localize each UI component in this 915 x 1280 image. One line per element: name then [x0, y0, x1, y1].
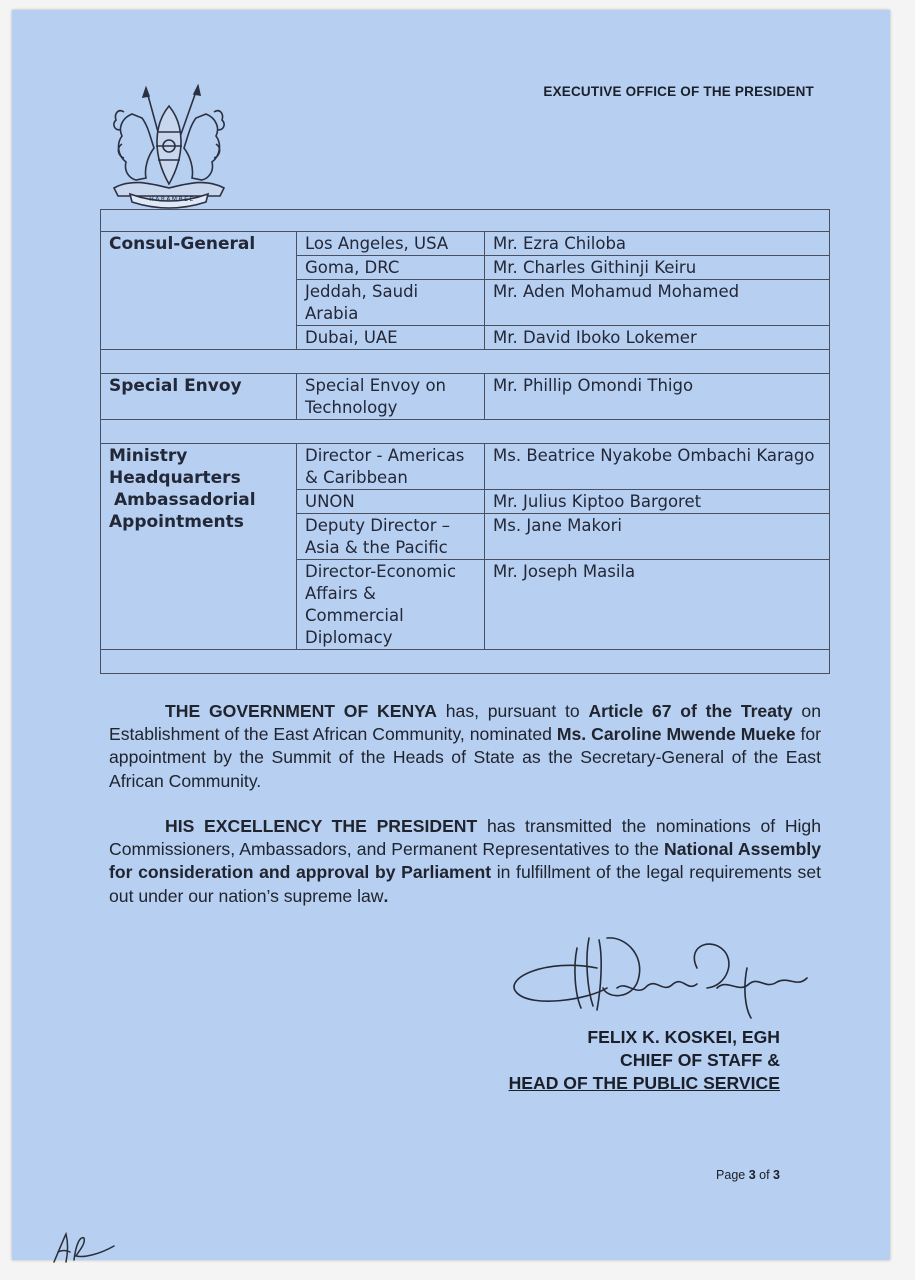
location-cell: UNON — [297, 490, 485, 514]
page-current: 3 — [748, 1168, 756, 1182]
category-line: Appointments — [109, 512, 244, 532]
location-cell: Special Envoy on Technology — [297, 374, 485, 420]
office-header: EXECUTIVE OFFICE OF THE PRESIDENT — [543, 84, 814, 99]
location-cell: Deputy Director – Asia & the Pacific — [297, 514, 485, 560]
location-cell: Director - Americas & Caribbean — [297, 444, 485, 490]
location-cell: Director-Economic Affairs & Commercial Diplomacy — [297, 560, 485, 650]
name-cell: Mr. Julius Kiptoo Bargoret — [485, 490, 830, 514]
category-line: Ministry — [109, 446, 188, 466]
spacer-cell — [101, 650, 830, 674]
name-cell: Ms. Beatrice Nyakobe Ombachi Karago — [485, 444, 830, 490]
page-word: Page — [716, 1168, 749, 1182]
spacer-cell — [101, 350, 830, 374]
body-text: has transmitted the nominations of High Commissioners, Ambassadors, and Permanent Representatives to the — [109, 816, 821, 860]
name-cell: Mr. David Iboko Lokemer — [485, 326, 830, 350]
kenya-coat-of-arms-icon — [102, 84, 234, 212]
location-cell: Jeddah, Saudi Arabia — [297, 280, 485, 326]
category-cell: Consul-General — [101, 232, 297, 350]
bold-text: . — [383, 885, 389, 906]
table-row — [101, 374, 830, 420]
table-spacer-row — [101, 650, 830, 674]
category-cell: Special Envoy — [101, 374, 297, 420]
category-cell — [101, 444, 297, 650]
page-total: 3 — [773, 1168, 780, 1182]
table-spacer-row — [101, 350, 830, 374]
table-row — [101, 232, 830, 256]
paragraph-transmission — [109, 815, 821, 908]
name-cell: Mr. Phillip Omondi Thigo — [485, 374, 830, 420]
appointments-table — [100, 209, 830, 674]
table-row — [101, 444, 830, 490]
body-text: on Establishment of the East African Community, nominated — [109, 701, 821, 745]
signatory-name: FELIX K. KOSKEI, EGH — [587, 1027, 780, 1047]
page-of: of — [755, 1168, 774, 1182]
paragraph-eac-nomination — [109, 700, 821, 793]
body-text: has, pursuant to — [436, 701, 589, 721]
location-cell: Goma, DRC — [297, 256, 485, 280]
table-spacer-row — [101, 210, 830, 232]
bold-text: National Assembly for consideration and approval by Parliament — [109, 839, 821, 883]
bold-text: THE GOVERNMENT OF KENYA — [165, 701, 437, 721]
page-number — [716, 1168, 780, 1182]
signatory-title: CHIEF OF STAFF & — [620, 1050, 780, 1070]
handwritten-signature — [507, 928, 827, 1038]
bold-text: Article 67 of the Treaty — [588, 701, 793, 721]
location-cell: Dubai, UAE — [297, 326, 485, 350]
location-cell: Los Angeles, USA — [297, 232, 485, 256]
spacer-cell — [101, 420, 830, 444]
bold-text: Ms. Caroline Mwende Mueke — [556, 724, 796, 745]
name-cell: Mr. Joseph Masila — [485, 560, 830, 650]
bold-text: HIS EXCELLENCY THE PRESIDENT — [165, 816, 478, 836]
handwritten-initials — [50, 1228, 120, 1264]
category-line: Ambassadorial — [114, 490, 256, 510]
document-page — [12, 10, 890, 1260]
signatory-title: HEAD OF THE PUBLIC SERVICE — [508, 1073, 780, 1093]
name-cell: Mr. Ezra Chiloba — [485, 232, 830, 256]
name-cell: Ms. Jane Makori — [485, 514, 830, 560]
category-line: Headquarters — [109, 468, 241, 488]
signatory-block — [509, 1026, 780, 1095]
spacer-cell — [101, 210, 830, 232]
name-cell: Mr. Aden Mohamud Mohamed — [485, 280, 830, 326]
table-spacer-row — [101, 420, 830, 444]
name-cell: Mr. Charles Githinji Keiru — [485, 256, 830, 280]
coat-of-arms-motto: HARAMBEE — [149, 196, 195, 203]
body-text: for appointment by the Summit of the Heads of State as the Secretary-General of the East African Community. — [109, 724, 822, 791]
body-text: in fulfillment of the legal requirements set out under our nation’s supreme law — [109, 862, 821, 906]
